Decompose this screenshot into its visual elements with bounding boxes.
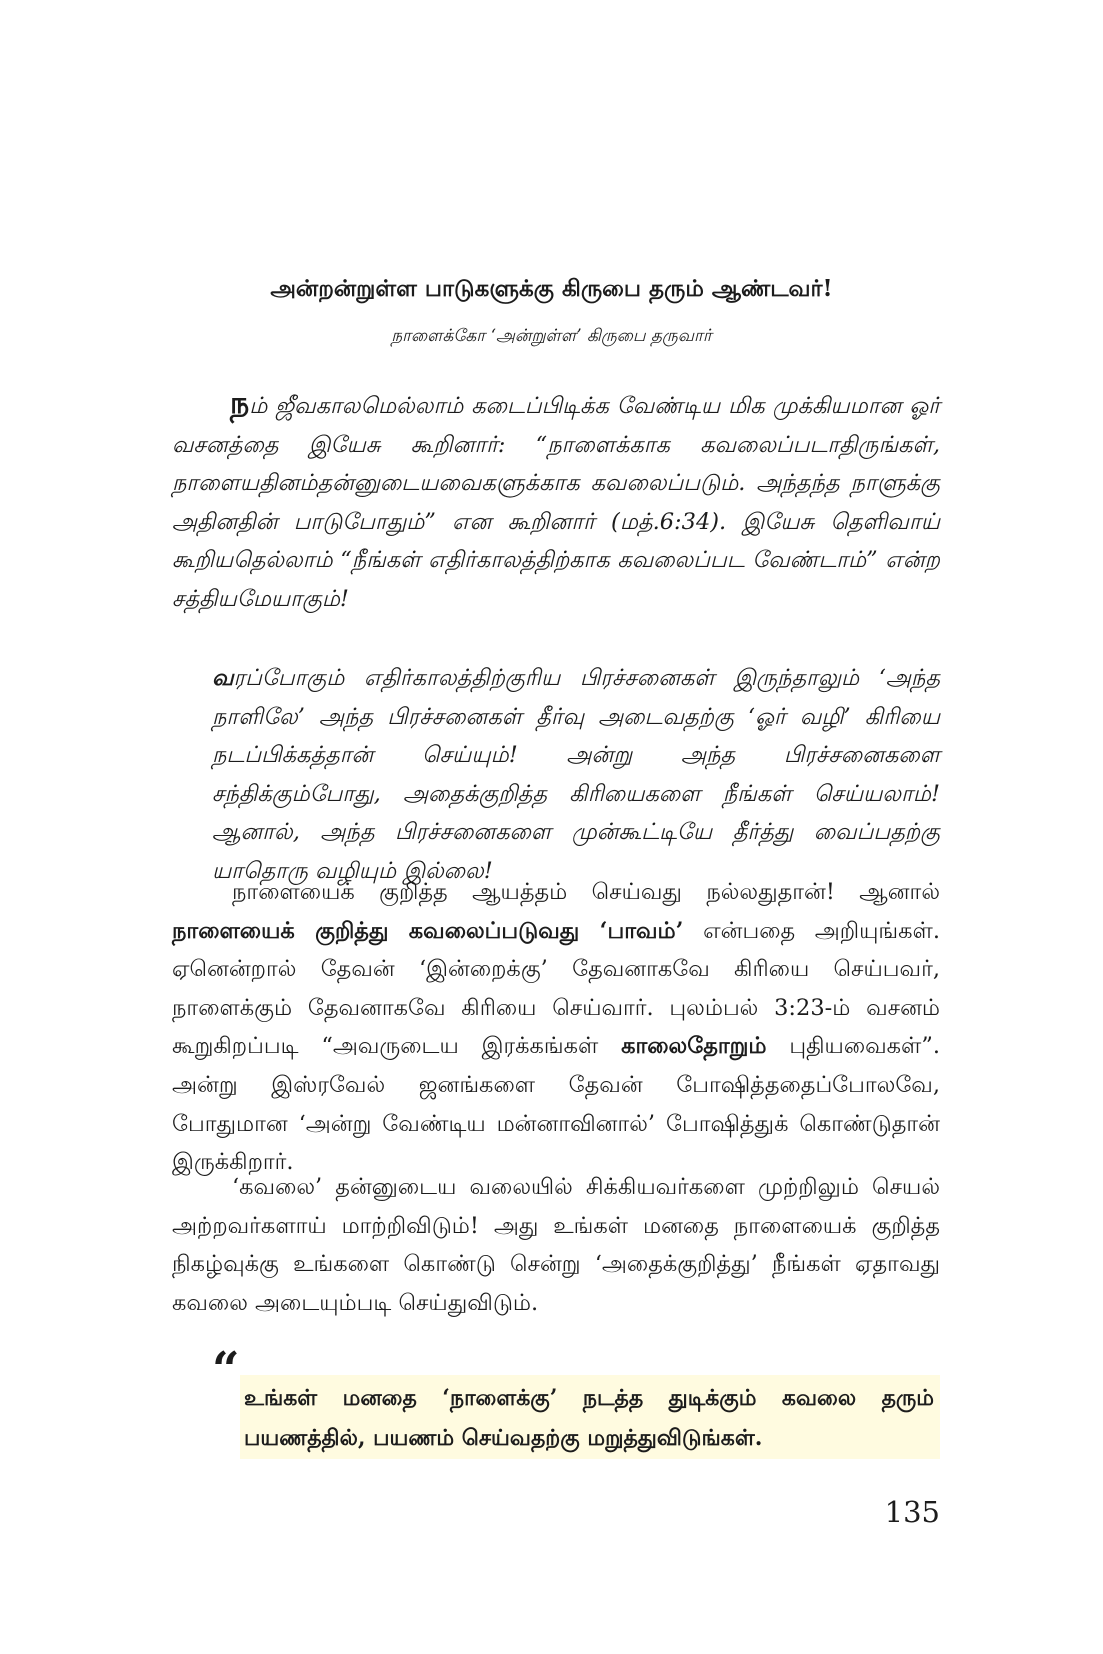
paragraph-2 xyxy=(212,659,940,891)
chapter-title: அன்றன்றுள்ள பாடுகளுக்கு கிருபை தரும் ஆண்டவர்! xyxy=(270,275,833,302)
paragraph-3-part-3: புதியவைகள்”. அன்று இஸ்ரவேல் ஜனங்களை தேவன் போஷித்ததைப்போலவே, போதுமான ‘அன்று வேண்டிய மன்னாவினால்’ போஷித்துக் கொண்டுதான் இருக்கிறார். xyxy=(172,1033,941,1176)
paragraph-3-part-1: நாளையைக் குறித்த ஆயத்தம் செய்வது நல்லதுதான்! ஆனால் xyxy=(232,879,940,905)
paragraph-2-text: ரப்போகும் எதிர்காலத்திற்குரிய பிரச்சனைகள் இருந்தாலும் ‘அந்த நாளிலே’ அந்த பிரச்சனைகள் தீர்வு அடைவதற்கு ‘ஓர் வழி’ கிரியை நடப்பிக்கத்தான் செய்யும்! அன்று அந்த பிரச்சனைகளை சந்திக்கும்போது, அதைக்குறித்த கிரியைகளை நீங்கள் செய்யலாம்! ஆனால், அந்த பிரச்சனைகளை முன்கூட்டியே தீர்த்து வைப்பதற்கு யாதொரு வழியும் இல்லை! xyxy=(212,665,940,884)
paragraph-2-lead-letter: வ xyxy=(212,665,234,691)
page-number: 135 xyxy=(884,1495,940,1529)
paragraph-1-text: ம் ஜீவகாலமெல்லாம் கடைப்பிடிக்க வேண்டிய மிக முக்கியமான ஓர் வசனத்தை இயேசு கூறினார்: “நாளைக்காக கவலைப்படாதிருங்கள், நாளையதினம்தன்னுடையவைகளுக்காக கவலைப்படும். அந்தந்த நாளுக்கு அதினதின் பாடுபோதும்” என கூறினார் (மத்.6:34). இயேசு தெளிவாய் கூறியதெல்லாம் “நீங்கள் எதிர்காலத்திற்காக கவலைப்பட வேண்டாம்” என்ற சத்தியமேயாகும்! xyxy=(172,393,940,612)
paragraph-3-bold-1: நாளையைக் குறித்து கவலைப்படுவது ‘பாவம்’ xyxy=(172,917,684,944)
paragraph-4 xyxy=(172,1168,940,1322)
quote-mark-icon: “ xyxy=(212,1342,240,1398)
paragraph-4-text: ‘கவலை’ தன்னுடைய வலையில் சிக்கியவர்களை முற்றிலும் செயல் அற்றவர்களாய் மாற்றிவிடும்! அது உங்கள் மனதை நாளையைக் குறித்த நிகழ்வுக்கு உங்களை கொண்டு சென்று ‘அதைக்குறித்து’ நீங்கள் ஏதாவது கவலை அடையும்படி செய்துவிடும். xyxy=(172,1174,940,1316)
drop-cap: ந xyxy=(230,386,250,421)
paragraph-3 xyxy=(172,873,940,1182)
paragraph-3-part-2: என்பதை அறியுங்கள். ஏனென்றால் தேவன் ‘இன்றைக்கு’ தேவனாகவே கிரியை செய்பவர், நாளைக்கும் தேவனாகவே கிரியை செய்வார். புலம்பல் 3:23-ம் வசனம் கூறுகிறப்படி “அவருடைய இரக்கங்கள் xyxy=(172,917,940,1060)
paragraph-3-bold-2: காலைதோறும் xyxy=(621,1033,767,1060)
paragraph-1 xyxy=(172,385,940,619)
chapter-subtitle: நாளைக்கோ ‘அன்றுள்ள’ கிருபை தருவார் xyxy=(391,326,712,346)
pull-quote: உங்கள் மனதை ‘நாளைக்கு’ நடத்த துடிக்கும் கவலை தரும் பயணத்தில், பயணம் செய்வதற்கு மறுத்துவிடுங்கள். xyxy=(244,1385,934,1451)
